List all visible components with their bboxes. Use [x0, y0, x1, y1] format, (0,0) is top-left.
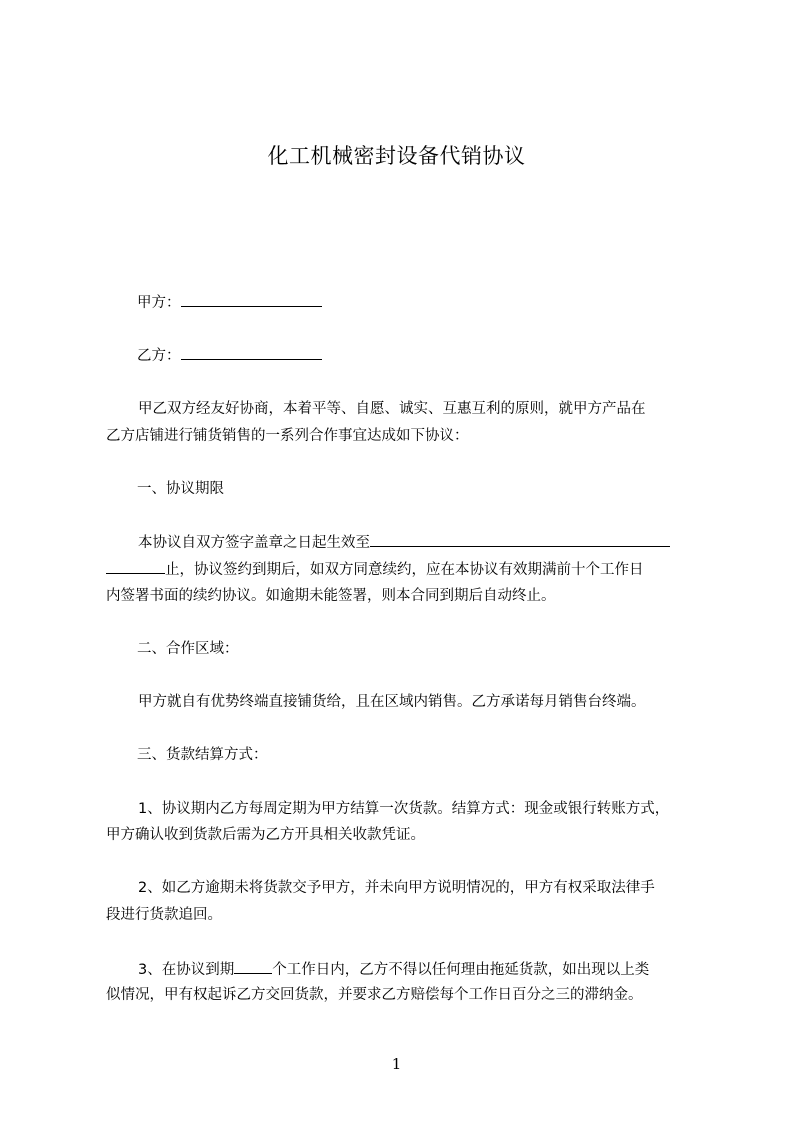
page-number: 1: [391, 1055, 402, 1073]
section-3-item-1-line-2: 甲方确认收到货款后需为乙方开具相关收款凭证。: [106, 827, 425, 843]
party-b-blank: [181, 345, 322, 360]
section-1-line-2: [106, 559, 644, 580]
intro-line-2: 乙方店铺进行铺货销售的一系列合作事宜达成如下协议：: [106, 428, 469, 444]
term-end-date-blank-continued: [106, 559, 165, 574]
party-b-label: 乙方：: [137, 348, 181, 364]
party-a-label: 甲方：: [137, 295, 181, 311]
party-a-blank: [181, 292, 322, 307]
item-3-text-start: 3、在协议到期: [138, 962, 235, 978]
section-1-heading: 一、协议期限: [137, 481, 224, 497]
section-3-heading: 三、货款结算方式：: [137, 747, 268, 763]
section-3-item-3-line-2: 似情况，甲有权起诉乙方交回货款，并要求乙方赔偿每个工作日百分之三的滞纳金。: [106, 987, 643, 1003]
section-3-item-1-line-1: 1、协议期内乙方每周定期为甲方结算一次货款。结算方式：现金或银行转账方式，: [138, 801, 670, 817]
term-text-start: 本协议自双方签字盖章之日起生效至: [138, 535, 370, 551]
section-2-line-1: 甲方就自有优势终端直接铺货给，且在区域内销售。乙方承诺每月销售台终端。: [138, 694, 646, 710]
section-3-item-2-line-2: 段进行货款追回。: [106, 907, 222, 923]
section-2-heading: 二、合作区域：: [137, 641, 239, 657]
document-title: 化工机械密封设备代销协议: [267, 144, 526, 168]
party-a-line: [137, 292, 322, 313]
party-b-line: [137, 345, 322, 366]
section-3-item-2-line-1: 2、如乙方逾期未将货款交予甲方，并未向甲方说明情况的，甲方有权采取法律手: [138, 880, 655, 896]
section-1-line-3: 内签署书面的续约协议。如逾期未能签署，则本合同到期后自动终止。: [106, 588, 556, 604]
term-text-end: 止，协议签约到期后，如双方同意续约，应在本协议有效期满前十个工作日: [165, 562, 644, 578]
intro-line-1: 甲乙双方经友好协商，本着平等、自愿、诚实、互惠互利的原则，就甲方产品在: [138, 401, 646, 417]
working-days-blank: [234, 959, 272, 974]
section-1-line-1: [138, 532, 670, 553]
section-3-item-3-line-1: [138, 959, 649, 980]
term-end-date-blank: [370, 532, 670, 547]
item-3-text-end: 个工作日内，乙方不得以任何理由拖延货款，如出现以上类: [272, 962, 650, 978]
